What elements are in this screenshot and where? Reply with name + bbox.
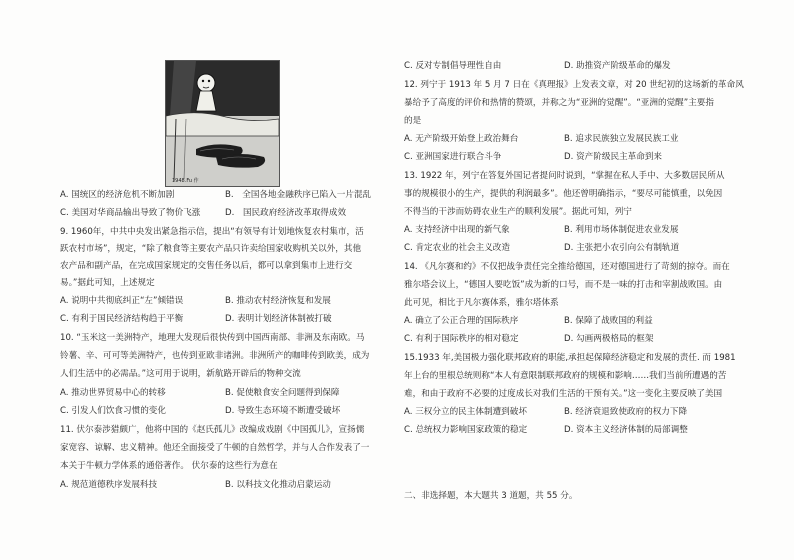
q14-line-2: 雅尔塔会议上，“德国人要吃饭”成为新的口号，而不是一味的打击和宰割战败国。由	[404, 280, 723, 290]
q12-option-c: C. 亚洲国家进行联合斗争	[404, 152, 502, 162]
q13-option-a: A. 支持经济中出现的新气象	[404, 225, 510, 235]
cartoon-drawing	[166, 61, 279, 186]
q10-option-a: A. 推动世界贸易中心的转移	[60, 388, 166, 398]
q12-line-1: 12. 列宁于 1913 年 5 月 7 日在《真理报》上发表文章，对 20 世纪初的这场新的革命风	[404, 80, 744, 90]
q9-line-2: 跃农村市场”，规定，“除了粮食等主要农产品只许卖给国家收购机关以外，其他	[60, 244, 362, 254]
q14-option-b: B. 保障了战败国的利益	[564, 316, 653, 326]
q9-line-1: 9. 1960年，中共中央发出紧急指示信，提出“有领导有计划地恢复农村集市，活	[60, 227, 364, 237]
q10-line-1: 10. “玉米这一美洲特产，地理大发现后很快传到中国西南部、非洲及东南欧。马	[60, 333, 365, 343]
q11-option-d: D. 助推资产阶级革命的爆发	[564, 61, 671, 71]
q14-line-3: 此可见，相比于凡尔赛体系，雅尔塔体系	[404, 298, 559, 308]
q14-option-c: C. 有利于国际秩序的相对稳定	[404, 334, 519, 344]
q11-option-a: A. 规范道德秩序发展科技	[60, 480, 158, 490]
q13-option-b: B. 利用市场体制促进农业发展	[564, 225, 679, 235]
q10-line-2: 铃薯、辛、可可等美洲特产，也传到亚欧非诸洲。非洲所产的咖啡传到欧美，成为	[60, 351, 370, 361]
q9-line-3: 农产品和副产品，在完成国家规定的交售任务以后，都可以拿到集市上进行交	[60, 261, 353, 271]
q15-option-b: B. 经济衰退致使政府的权力下降	[564, 407, 688, 417]
q10-line-3: 人们生活中的必需品。”这可用于说明，新航路开辟后的物种交流	[60, 369, 301, 379]
q9-option-b: B. 推动农村经济恢复和发展	[225, 296, 331, 306]
q9-option-c: C. 有利于国民经济结构趋于平衡	[60, 314, 184, 324]
q8-option-c: C. 美国对华商品输出导致了物价飞涨	[60, 208, 201, 218]
q13-option-c: C. 肯定农业的社会主义改造	[404, 243, 510, 253]
q8-option-d: D. 国民政府经济改革取得成效	[225, 208, 347, 218]
q10-option-d: D. 导致生态环境不断遭受破坏	[225, 406, 341, 416]
q9-option-a: A. 说明中共彻底纠正“左”倾错误	[60, 296, 184, 306]
q10-option-b: B. 促使粮食安全问题得到保障	[225, 388, 340, 398]
q8-option-a: A. 国统区的经济危机不断加剧	[60, 190, 175, 200]
q11-line-3: 本关于牛顿力学体系的通俗著作。 伏尔泰的这些行为意在	[60, 461, 278, 471]
q15-line-2: 年上台的里根总统则称“本人有意限制联邦政府的规模和影响……我们当前所遭遇的苦	[404, 371, 727, 381]
q10-option-c: C. 引发人们饮食习惯的变化	[60, 406, 166, 416]
q13-line-2: 事的规模很小的生产，提供的利润最多”。他还曾明确指示，“要尽可能慎重，以免因	[404, 189, 723, 199]
q12-option-d: D. 资产阶级民主革命到来	[564, 152, 663, 162]
q12-option-a: A. 无产阶级开始登上政治舞台	[404, 134, 519, 144]
q15-option-d: D. 资本主义经济体制的局部调整	[564, 425, 688, 435]
q12-line-3: 的是	[404, 116, 422, 126]
q13-line-3: 不得当的干涉而妨碍农业生产的顺利发展”。据此可知，列宁	[404, 207, 632, 217]
q15-line-3: 难，和由于政府不必要的过度成长对我们生活的干预有关。”这一变化主要反映了美国	[404, 389, 723, 399]
q11-line-1: 11. 伏尔泰涉猎颇广，他将中国的《赵氏孤儿》改编成戏剧《中国孤儿》，宣扬儒	[60, 425, 365, 435]
q15-option-c: C. 总统权力影响国家政策的稳定	[404, 425, 528, 435]
q14-line-1: 14. 《凡尔赛和约》不仅把战争责任完全推给德国，还对德国进行了苛刻的掠夺。而在	[404, 262, 730, 272]
q12-line-2: 暴给予了高度的评价和热情的赞颂，并称之为“亚洲的觉醒”。“亚洲的觉醒”主要指	[404, 98, 714, 108]
q9-option-d: D. 表明计划经济体制被打破	[225, 314, 332, 324]
q15-option-a: A. 三权分立的民主体制遭到破坏	[404, 407, 527, 417]
q8-option-b: B. 全国各地金融秩序已陷入一片混乱	[225, 190, 372, 200]
q11-line-2: 家宽容、谅解、忠义精神。他还全面接受了牛顿的自然哲学，并与人合作发表了一	[60, 443, 370, 453]
cartoon-caption: 1948.Fu 作	[172, 178, 199, 184]
q13-line-1: 13. 1922 年，列宁在答复外国记者提问时说到，“掌握在私人手中、大多数居民所从	[404, 171, 725, 181]
q11-option-c: C. 反对专制倡导理性自由	[404, 61, 502, 71]
section-2-heading: 二、非选择题，本大题共 3 道题，共 55 分。	[404, 491, 578, 501]
q14-option-a: A. 确立了公正合理的国际秩序	[404, 316, 519, 326]
q11-option-b: B. 以科技文化推动启蒙运动	[225, 480, 331, 490]
q9-line-4: 易。”据此可知，上述规定	[60, 278, 155, 288]
q13-option-d: D. 主张把小农引向公有制轨道	[564, 243, 680, 253]
cartoon-image	[165, 60, 280, 187]
q14-option-d: D. 勾画两极格局的框架	[564, 334, 654, 344]
q12-option-b: B. 追求民族独立发展民族工业	[564, 134, 679, 144]
q15-line-1: 15.1933 年,美国极力强化联邦政府的职能,承担起保障经济稳定和发展的责任. 而 1981	[404, 353, 736, 363]
